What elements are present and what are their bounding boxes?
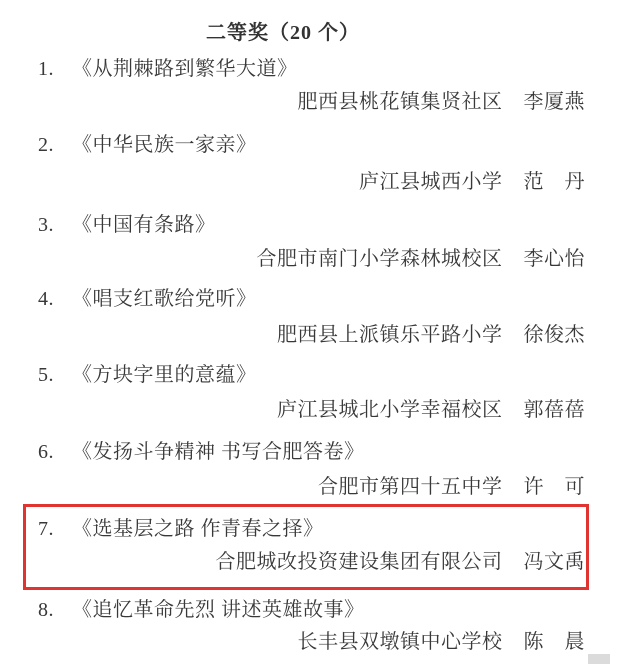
award-item-title-line <box>0 597 620 623</box>
item-org: 合肥市南门小学森林城校区 <box>256 248 503 270</box>
award-item-org-line <box>0 397 585 423</box>
award-item-title-line-highlighted <box>0 516 620 542</box>
item-winner: 李心怡 <box>523 248 585 270</box>
item-winner: 冯文禹 <box>523 551 585 573</box>
award-item-org-line <box>0 89 585 115</box>
item-number: 2. <box>38 134 54 156</box>
award-item-org-line <box>0 169 585 195</box>
item-number: 5. <box>38 364 54 386</box>
item-org: 长丰县双墩镇中心学校 <box>297 631 503 653</box>
award-item-title-line <box>0 439 620 465</box>
item-title: 《发扬斗争精神 书写合肥答卷》 <box>72 441 365 463</box>
award-item-title-line <box>0 132 620 158</box>
item-org: 庐江县城西小学 <box>359 171 503 193</box>
item-org: 合肥市第四十五中学 <box>318 476 503 498</box>
award-item-org-line <box>0 246 585 272</box>
item-title: 《中华民族一家亲》 <box>72 134 257 156</box>
item-winner: 郭蓓蓓 <box>523 399 585 421</box>
item-number: 8. <box>38 599 54 621</box>
item-number: 7. <box>38 518 54 540</box>
item-title: 《追忆革命先烈 讲述英雄故事》 <box>72 599 365 621</box>
item-winner: 徐俊杰 <box>523 324 585 346</box>
item-number: 3. <box>38 214 54 236</box>
item-winner: 范 丹 <box>523 171 585 193</box>
item-winner: 许 可 <box>523 476 585 498</box>
item-number: 6. <box>38 441 54 463</box>
item-winner: 李厦燕 <box>523 91 585 113</box>
award-item-org-line <box>0 322 585 348</box>
item-org: 肥西县上派镇乐平路小学 <box>277 324 503 346</box>
item-number: 1. <box>38 58 54 80</box>
item-org: 肥西县桃花镇集贤社区 <box>297 91 503 113</box>
page-title: 二等奖（20 个） <box>206 22 360 44</box>
scan-corner-artifact <box>588 654 610 664</box>
item-title: 《从荆棘路到繁华大道》 <box>72 58 298 80</box>
item-org: 庐江县城北小学幸福校区 <box>277 399 503 421</box>
award-item-title-line <box>0 286 620 312</box>
award-item-title-line <box>0 212 620 238</box>
award-item-org-line-highlighted <box>0 549 585 575</box>
item-title: 《唱支红歌给党听》 <box>72 288 257 310</box>
award-item-title-line <box>0 362 620 388</box>
item-org: 合肥城改投资建设集团有限公司 <box>215 551 503 573</box>
item-winner: 陈 晨 <box>523 631 585 653</box>
award-item-org-line <box>0 629 585 655</box>
item-title: 《中国有条路》 <box>72 214 216 236</box>
item-title: 《方块字里的意蕴》 <box>72 364 257 386</box>
item-number: 4. <box>38 288 54 310</box>
item-title: 《选基层之路 作青春之择》 <box>72 518 324 540</box>
award-item-org-line <box>0 474 585 500</box>
award-item-title-line <box>0 56 620 82</box>
